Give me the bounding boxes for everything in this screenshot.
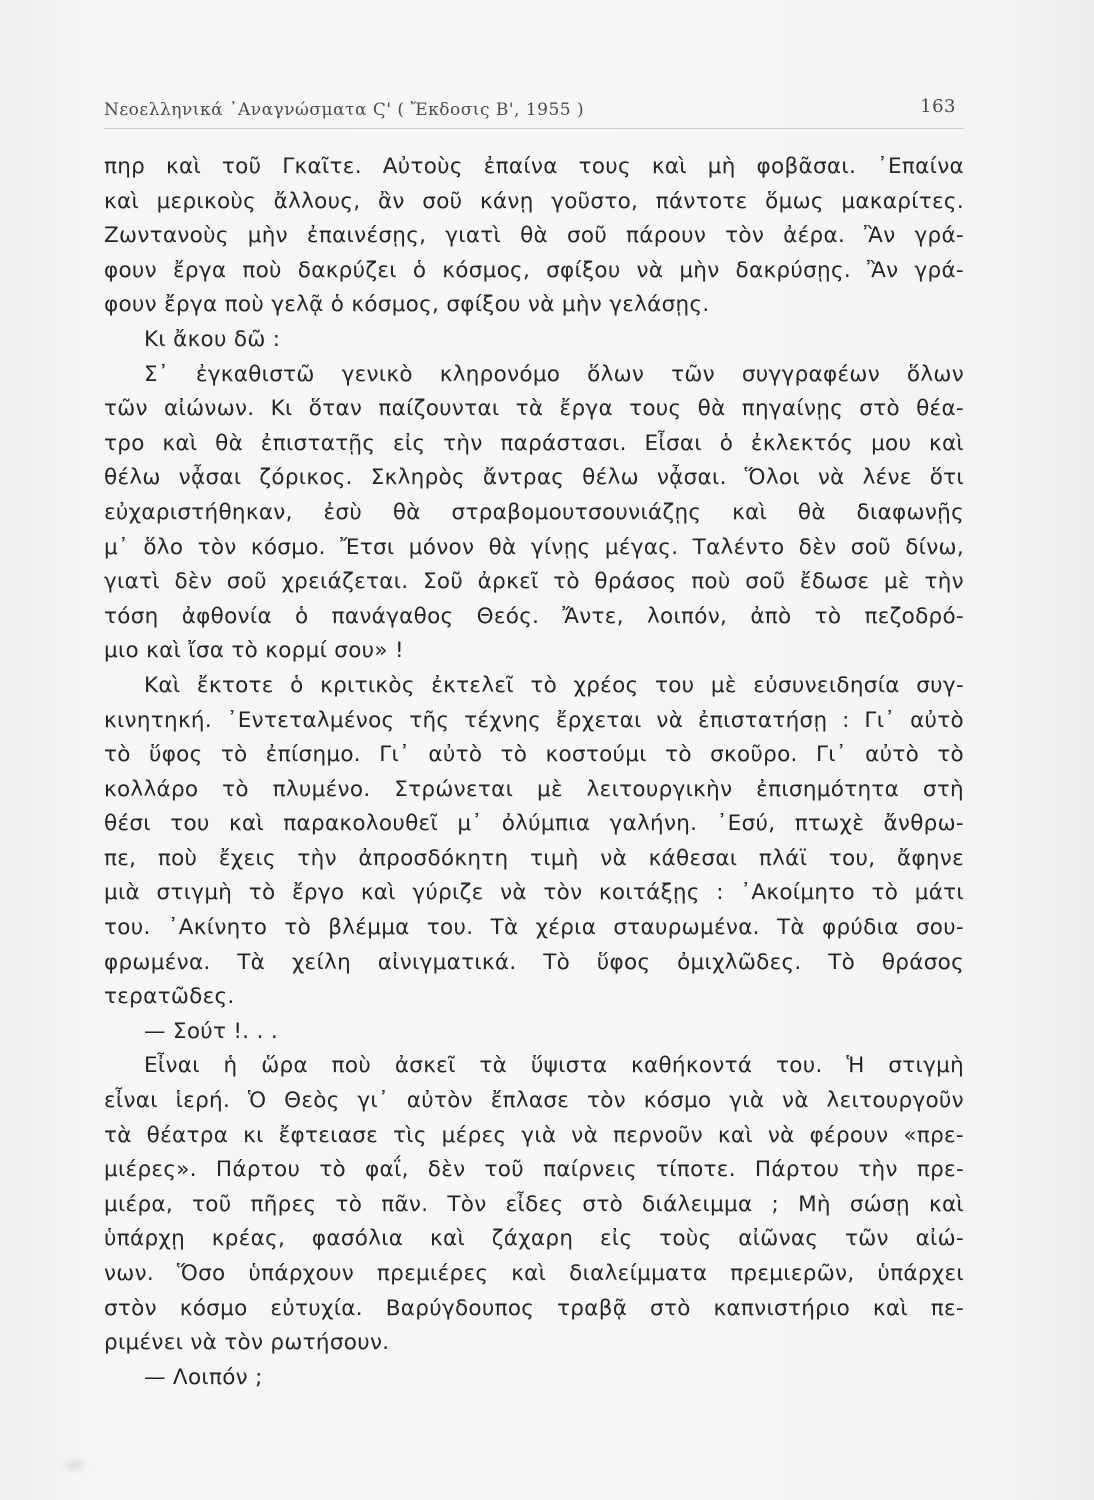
text-line: μιο καὶ ἴσα τὸ κορμί σου» ! [104, 638, 404, 664]
text-line: φουν ἔργα ποὺ γελᾷ ὁ κόσμος, σφίξου νὰ μὴν γελάσῃς. [104, 292, 710, 318]
text-line: ὑπάρχῃ κρέας, φασόλια καὶ ζάχαρη εἰς τοὺς αἰῶνας τῶν αἰώ- [104, 1226, 964, 1252]
text-line: πηρ καὶ τοῦ Γκαῖτε. Αὐτοὺς ἐπαίνα τους καὶ μὴ φοβᾶσαι. ᾽Επαίνα [104, 154, 964, 179]
text-line: Κι ἄκου δῶ : [144, 326, 281, 352]
page-header [104, 92, 964, 122]
text-line: μιέρα, τοῦ πῆρες τὸ πᾶν. Τὸν εἶδες στὸ διάλειμμα ; Μὴ σώσῃ καὶ [104, 1191, 964, 1217]
text-line: θέσι του καὶ παρακολουθεῖ μ᾽ ὀλύμπια γαλήνη. ᾽Εσύ, πτωχὲ ἄνθρω- [104, 811, 964, 837]
text-line: μιέρες». Πάρτου τὸ φαΐ, δὲν τοῦ παίρνεις τίποτε. Πάρτου τὴν πρε- [104, 1157, 964, 1183]
text-line: Καὶ ἔκτοτε ὁ κριτικὸς ἐκτελεῖ τὸ χρέος του μὲ εὐσυνειδησία συγ- [144, 672, 964, 698]
text-line: στὸν κόσμο εὐτυχία. Βαρύγδουπος τραβᾷ στὸ καπνιστήριο καὶ πε- [104, 1295, 964, 1321]
text-line: μ᾽ ὅλο τὸν κόσμο. Ἔτσι μόνον θὰ γίνῃς μέγας. Ταλέντο δὲν σοῦ δίνω, [104, 534, 964, 560]
text-line: εὐχαριστήθηκαν, ἐσὺ θὰ στραβομουτσουνιάζῃς καὶ θὰ διαφωνῇς [104, 499, 964, 525]
text-line: τὸ ὕφος τὸ ἐπίσημο. Γι᾽ αὐτὸ τὸ κοστούμι τὸ σκοῦρο. Γι᾽ αὐτὸ τὸ [104, 742, 964, 768]
text-line: — Σούτ !. . . [144, 1018, 278, 1044]
text-line: κολλάρο τὸ πλυμένο. Στρώνεται μὲ λειτουργικὴν ἐπισημότητα στὴ [104, 776, 964, 802]
text-line: πε, ποὺ ἔχεις τὴν ἀπροσδόκητη τιμὴ νὰ κάθεσαι πλάϊ του, ἄφηνε [104, 845, 964, 871]
text-line: τερατῶδες. [104, 984, 235, 1010]
header-rule [104, 128, 964, 129]
text-line: τῶν αἰώνων. Κι ὅταν παίζουνται τὰ ἔργα τους θὰ πηγαίνῃς στὸ θέα- [104, 396, 964, 422]
text-line: γιατὶ δὲν σοῦ χρειάζεται. Σοῦ ἀρκεῖ τὸ θράσος ποὺ σοῦ ἔδωσε μὲ τὴν [104, 569, 964, 595]
text-line: μιὰ στιγμὴ τὸ ἔργο καὶ γύριζε νὰ τὸν κοιτάξῃς : ᾽Ακοίμητο τὸ μάτι [104, 880, 964, 906]
text-line: Ζωντανοὺς μὴν ἐπαινέσῃς, γιατὶ θὰ σοῦ πάρουν τὸν ἀέρα. Ἂν γρά- [104, 223, 964, 249]
text-line: καὶ μερικοὺς ἄλλους, ἂν σοῦ κάνῃ γοῦστο, πάντοτε ὅμως μακαρίτες. [104, 188, 964, 214]
text-line: — Λοιπόν ; [144, 1364, 263, 1390]
text-line: εἶναι ἱερή. Ὁ Θεὸς γι᾽ αὐτὸν ἔπλασε τὸν κόσμο γιὰ νὰ λειτουργοῦν [104, 1088, 964, 1114]
text-line: ριμένει νὰ τὸν ρωτήσουν. [104, 1330, 390, 1356]
text-line: Σ᾽ ἐγκαθιστῶ γενικὸ κληρονόμο ὅλων τῶν συγγραφέων ὅλων [144, 361, 964, 387]
text-line: τόση ἀφθονία ὁ πανάγαθος Θεός. Ἄντε, λοιπόν, ἀπὸ τὸ πεζοδρό- [104, 603, 964, 629]
text-line: κινητηκή. ᾽Εντεταλμένος τῆς τέχνης ἔρχεται νὰ ἐπιστατήσῃ : Γι᾽ αὐτὸ [104, 707, 964, 733]
text-line: φρωμένα. Τὰ χείλη αἰνιγματικά. Τὸ ὕφος ὀμιχλῶδες. Τὸ θράσος [104, 949, 964, 975]
text-line: Εἶναι ἡ ὥρα ποὺ ἀσκεῖ τὰ ὕψιστα καθήκοντά του. Ἡ στιγμὴ [144, 1053, 964, 1079]
text-line: θέλω νᾆσαι ζόρικος. Σκληρὸς ἄντρας θέλω νᾆσαι. Ὅλοι νὰ λένε ὅτι [104, 465, 964, 491]
scan-smudge [60, 1455, 90, 1475]
running-title: Νεοελληνικά ᾽Αναγνώσματα Ϛ' ( Ἔκδοσις Β', 1955 ) [104, 100, 585, 120]
body-text [104, 150, 964, 1395]
text-line: του. ᾽Ακίνητο τὸ βλέμμα του. Τὰ χέρια σταυρωμένα. Τὰ φρύδια σου- [104, 915, 964, 941]
text-line: τρο καὶ θὰ ἐπιστατῇς εἰς τὴν παράστασι. Εἶσαι ὁ ἐκλεκτός μου καὶ [104, 430, 964, 456]
text-line: φουν ἔργα ποὺ δακρύζει ὁ κόσμος, σφίξου νὰ μὴν δακρύσῃς. Ἂν γρά- [104, 257, 964, 283]
text-line: τὰ θέατρα κι ἔφτειασε τὶς μέρες γιὰ νὰ περνοῦν καὶ νὰ φέρουν «πρε- [104, 1122, 964, 1148]
text-line: νων. Ὅσο ὑπάρχουν πρεμιέρες καὶ διαλείμματα πρεμιερῶν, ὑπάρχει [104, 1261, 964, 1286]
page-number: 163 [920, 96, 956, 117]
